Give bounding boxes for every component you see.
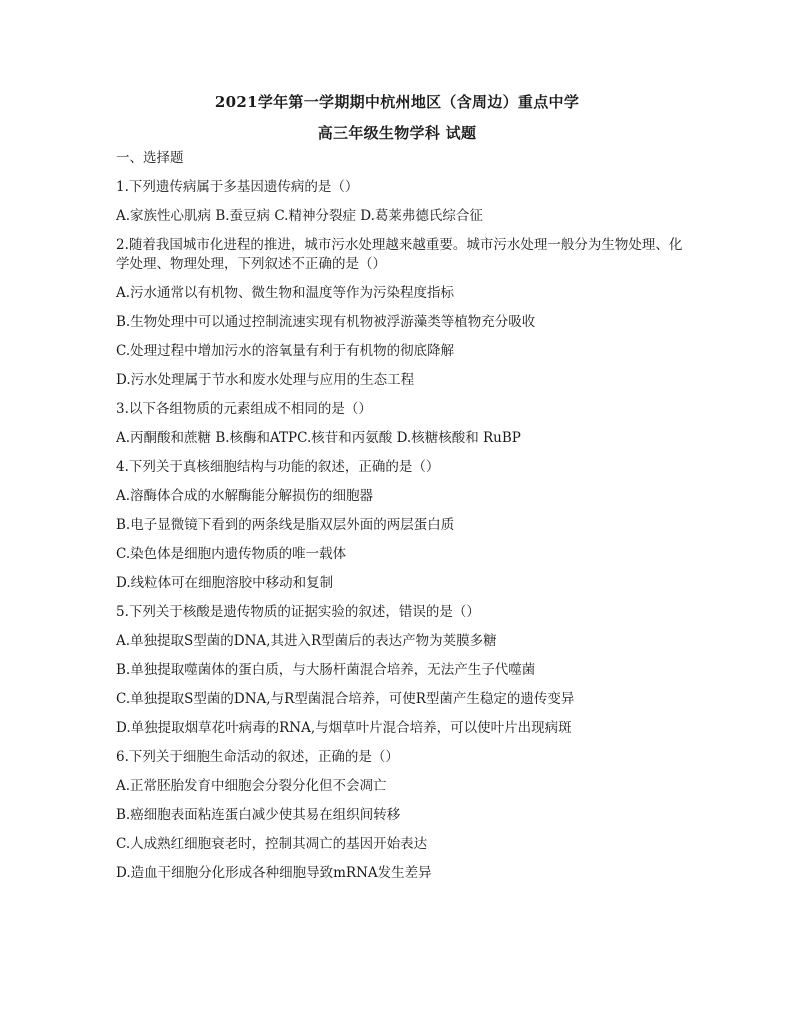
- question-2-option-d: D.污水处理属于节水和废水处理与应用的生态工程: [116, 372, 415, 388]
- question-5-option-d: D.单独提取烟草花叶病毒的RNA,与烟草叶片混合培养，可以使叶片出现病斑: [116, 720, 572, 736]
- question-3-stem-block: [116, 400, 686, 419]
- question-6-option-b: B.癌细胞表面粘连蛋白减少使其易在组织间转移: [116, 807, 401, 823]
- question-1-stem-block: [116, 178, 686, 197]
- question-1-option-line: A.家族性心肌病 B.蚕豆病 C.精神分裂症 D.葛莱弗德氏综合征: [116, 208, 483, 224]
- question-6-option-a-block: [116, 777, 686, 796]
- question-2-option-a-block: [116, 284, 686, 303]
- question-4-option-a-block: [116, 487, 686, 506]
- section-heading-block: [116, 149, 686, 168]
- document-subtitle: 高三年级生物学科 试题: [317, 124, 477, 142]
- question-5-option-b-block: [116, 661, 686, 680]
- document-title: 2021学年第一学期期中杭州地区（含周边）重点中学: [214, 93, 580, 111]
- question-5-stem: 5.下列关于核酸是遗传物质的证据实验的叙述，错误的是（）: [116, 604, 480, 620]
- question-6-option-c-block: [116, 835, 686, 854]
- question-2-option-b-block: [116, 313, 686, 332]
- question-2-option-d-block: [116, 371, 686, 390]
- question-2-stem-block: [116, 236, 686, 274]
- question-1-options: [116, 207, 686, 226]
- question-5-option-d-block: [116, 719, 686, 738]
- question-6-option-d-block: [116, 864, 686, 883]
- question-3-stem: 3.以下各组物质的元素组成不相同的是（）: [116, 401, 372, 417]
- question-4-stem-block: [116, 458, 686, 477]
- question-4-option-a: A.溶酶体合成的水解酶能分解损伤的细胞器: [116, 488, 374, 504]
- question-3-options: [116, 429, 686, 448]
- question-5-option-b: B.单独提取噬菌体的蛋白质，与大肠杆菌混合培养，无法产生子代噬菌: [116, 662, 536, 678]
- question-6-option-c: C.人成熟红细胞衰老时，控制其凋亡的基因开始表达: [116, 836, 428, 852]
- question-6-stem: 6.下列关于细胞生命活动的叙述，正确的是（）: [116, 749, 399, 765]
- question-2-option-a: A.污水通常以有机物、微生物和温度等作为污染程度指标: [116, 285, 455, 301]
- question-4-stem: 4.下列关于真核细胞结构与功能的叙述，正确的是（）: [116, 459, 440, 475]
- question-4-option-d-block: [116, 574, 686, 593]
- question-5-option-a-block: [116, 632, 686, 651]
- question-2-option-c-block: [116, 342, 686, 361]
- question-4-option-c: C.染色体是细胞内遗传物质的唯一载体: [116, 546, 347, 562]
- question-5-option-c: C.单独提取S型菌的DNA,与R型菌混合培养，可使R型菌产生稳定的遗传变异: [116, 691, 575, 707]
- question-6-stem-block: [116, 748, 686, 767]
- question-6-option-a: A.正常胚胎发育中细胞会分裂分化但不会凋亡: [116, 778, 387, 794]
- question-5-option-a: A.单独提取S型菌的DNA,其进入R型菌后的表达产物为荚膜多糖: [116, 633, 497, 649]
- question-2-option-b: B.生物处理中可以通过控制流速实现有机物被浮游藻类等植物充分吸收: [116, 314, 536, 330]
- question-2-stem: 2.随着我国城市化进程的推进，城市污水处理越来越重要。城市污水处理一般分为生物处理、化学处理、物理处理，下列叙述不正确的是（）: [116, 237, 683, 272]
- question-5-stem-block: [116, 603, 686, 622]
- question-3-option-line: A.丙酮酸和蔗糖 B.核酶和ATPC.核苷和丙氨酸 D.核糖核酸和 RuBP: [116, 430, 521, 446]
- question-4-option-b: B.电子显微镜下看到的两条线是脂双层外面的两层蛋白质: [116, 517, 455, 533]
- question-4-option-d: D.线粒体可在细胞溶胶中移动和复制: [116, 575, 334, 591]
- question-5-option-c-block: [116, 690, 686, 709]
- question-4-option-b-block: [116, 516, 686, 535]
- question-1-stem: 1.下列遗传病属于多基因遗传病的是（）: [116, 179, 359, 195]
- question-4-option-c-block: [116, 545, 686, 564]
- document-body: [116, 149, 686, 893]
- section-heading: 一、选择题: [116, 150, 184, 166]
- question-6-option-d: D.造血干细胞分化形成各种细胞导致mRNA发生差异: [116, 865, 432, 881]
- question-6-option-b-block: [116, 806, 686, 825]
- question-2-option-c: C.处理过程中增加污水的溶氧量有利于有机物的彻底降解: [116, 343, 455, 359]
